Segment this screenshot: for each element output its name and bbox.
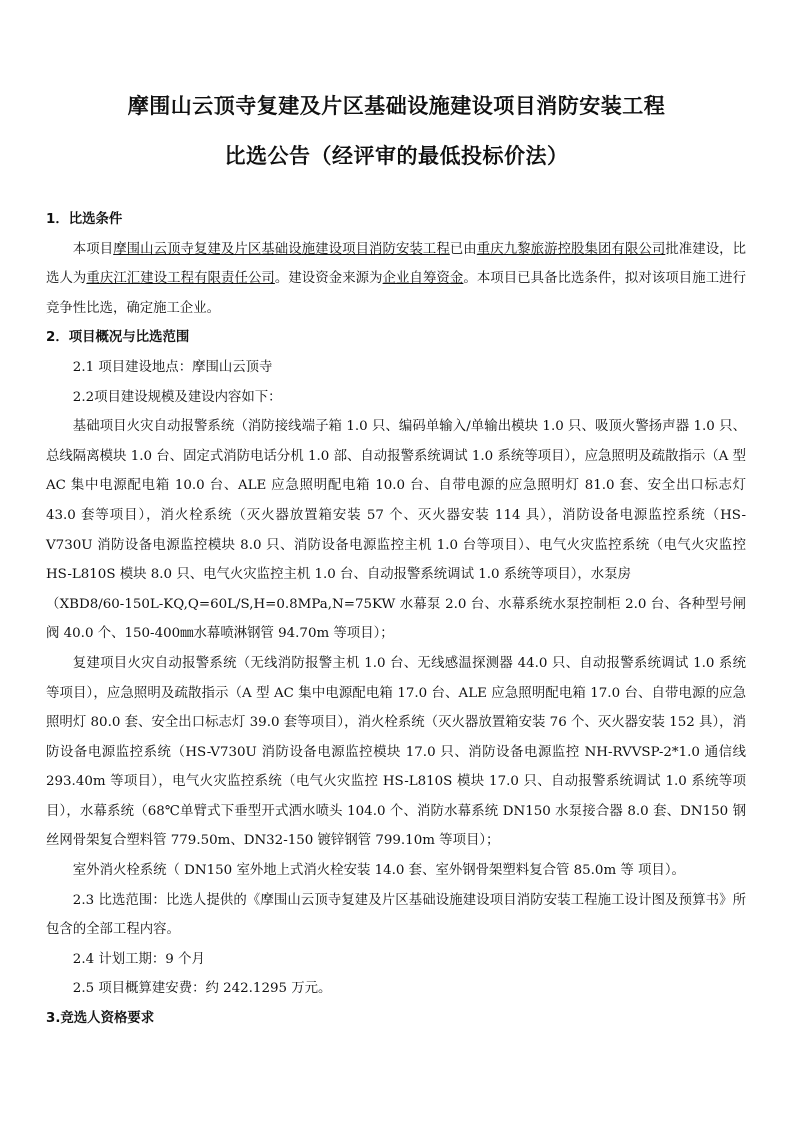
s1-text-d: 。建设资金来源为 (274, 271, 383, 287)
s1-text-b: 已由 (449, 241, 477, 257)
bidder-name: 重庆江汇建设工程有限责任公司 (86, 271, 275, 287)
project-name: 摩围山云顶寺复建及片区基础设施建设项目消防安装工程 (113, 241, 450, 257)
title-line-2: 比选公告（经评审的最低投标价法） (224, 144, 569, 168)
section-2-1: 2.1 项目建设地点：摩围山云顶寺 (72, 359, 273, 375)
s1-text-e: 。本项目已具备比选条件，拟对该项目施工进行竞争性比选，确定施工企业。 (46, 271, 747, 316)
section-1-heading: 1．比选条件 (46, 212, 123, 227)
section-2-3: 2.3 比选范围：比选人提供的《摩围山云顶寺复建及片区基础设施建设项目消防安装工程施工设计图及预算书》所包含的全部工程内容。 (46, 892, 746, 938)
rebuild-project-paragraph: 复建项目火灾自动报警系统（无线消防报警主机 1.0 台、无线感温探测器 44.0 只、自动报警系统调试 1.0 系统等项目），应急照明及疏散指示（A 型 AC 集中电源配电箱 17.0 台、ALE 应急照明配电箱 17.0 台、自带电源的应急照明灯 80.0 套、安全出口标志灯 39.0 套等项目），消火栓系统（灭火器放置箱安装 76 个、灭火器安装 152 具），消防设备电源监控系统（HS-V730U 消防设备电源监控模块 17.0 只、消防设备电源监控 NH-RVVSP-2*1.0 通信线 293.40m 等项目），电气火灾监控系统（电气火灾监控 HS-L810S 模块 17.0 只、自动报警系统调试 1.0 系统等项目），水幕系统（68℃单臂式下垂型开式洒水喷头 104.0 个、消防水幕系统 DN150 水泵接合器 8.0 套、DN150 钢丝网骨架复合塑料管 779.50m、DN32-150 镀锌钢管 799.10m 等项目）； (46, 655, 746, 849)
document-body (46, 205, 746, 1034)
s1-text-a: 本项目 (72, 241, 114, 257)
section-1-paragraph (46, 235, 746, 324)
s1-text-c: 批准建设，比选人为 (46, 241, 747, 287)
section-2-2: 2.2项目建设规模及建设内容如下： (72, 389, 282, 405)
section-2-5: 2.5 项目概算建安费：约 242.1295 万元。 (72, 981, 332, 997)
section-3-heading: 3.竞选人资格要求 (46, 1011, 155, 1027)
section-2-4: 2.4 计划工期：9 个月 (72, 951, 205, 967)
section-2-heading: 2．项目概况与比选范围 (46, 330, 190, 346)
approver-name: 重庆九黎旅游控股集团有限公司 (476, 241, 666, 257)
fund-source: 企业自筹资金 (382, 271, 464, 287)
pump-room-paragraph: （XBD8/60-150L-KQ,Q=60L/S,H=0.8MPa,N=75KW 水幕泵 2.0 台、水幕系统水泵控制柜 2.0 台、各种型号闸阀 40.0 个、150-400㎜水幕喷淋钢管 94.70m 等项目）； (46, 596, 746, 642)
title-line-1: 摩围山云顶寺复建及片区基础设施建设项目消防安装工程 (127, 94, 666, 118)
basic-project-paragraph: 基础项目火灾自动报警系统（消防接线端子箱 1.0 只、编码单输入/单输出模块 1.0 只、吸顶火警扬声器 1.0 只、总线隔离模块 1.0 台、固定式消防电话分机 1.0 部、自动报警系统调试 1.0 系统等项目），应急照明及疏散指示（A 型 AC 集中电源配电箱 10.0 台、ALE 应急照明配电箱 10.0 台、自带电源的应急照明灯 81.0 套、安全出口标志灯 43.0 套等项目），消火栓系统（灭火器放置箱安装 57 个、灭火器安装 114 具），消防设备电源监控系统（HS-V730U 消防设备电源监控模块 8.0 只、消防设备电源监控主机 1.0 台等项目）、电气火灾监控系统（电气火灾监控 HS-L810S 模块 8.0 只、电气火灾监控主机 1.0 台、自动报警系统调试 1.0 系统等项目），水泵房 (46, 419, 746, 583)
outdoor-hydrant-paragraph: 室外消火栓系统（ DN150 室外地上式消火栓安装 14.0 套、室外钢骨架塑料复合管 85.0m 等 项目）。 (72, 863, 685, 879)
